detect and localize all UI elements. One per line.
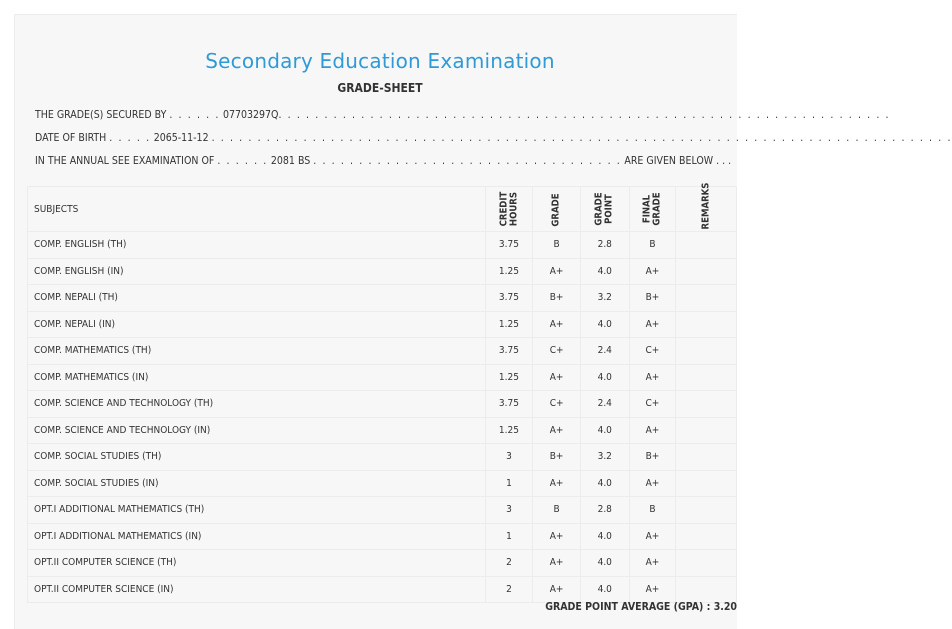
credit-hours-cell: 1.25 <box>485 417 533 444</box>
subject-cell: OPT.II COMPUTER SCIENCE (IN) <box>28 576 486 603</box>
grade-point-cell: 4.0 <box>580 311 629 338</box>
exam-suffix: ARE GIVEN BELOW . . . <box>624 155 732 167</box>
grade-point-cell: 2.4 <box>580 391 629 418</box>
exam-label: IN THE ANNUAL SEE EXAMINATION OF <box>35 155 215 167</box>
exam-trail-dots: . . . . . . . . . . . . . . . . . . . . . . . . . . . . . . . . . . <box>313 155 622 167</box>
credit-hours-header: CREDIT HOURS <box>485 187 533 232</box>
grade-point-cell: 2.4 <box>580 338 629 365</box>
final-grade-header: FINAL GRADE <box>629 187 676 232</box>
remarks-cell <box>676 338 737 365</box>
subject-cell: COMP. SCIENCE AND TECHNOLOGY (TH) <box>28 391 486 418</box>
credit-hours-cell: 3 <box>485 497 533 524</box>
grades-table <box>27 182 737 603</box>
remarks-cell <box>676 232 737 259</box>
grade-point-cell: 3.2 <box>580 444 629 471</box>
grade-cell: A+ <box>533 311 581 338</box>
credit-hours-cell: 1.25 <box>485 258 533 285</box>
credit-hours-cell: 1 <box>485 470 533 497</box>
credit-hours-cell: 2 <box>485 550 533 577</box>
secured-by-line <box>35 109 890 121</box>
final-grade-cell: A+ <box>629 523 676 550</box>
table-row <box>28 311 737 338</box>
grade-cell: A+ <box>533 470 581 497</box>
exam-year: 2081 BS <box>270 155 311 167</box>
gpa-value: 3.20 <box>713 601 737 613</box>
gpa-label: GRADE POINT AVERAGE (GPA) : <box>545 601 711 613</box>
subject-cell: OPT.I ADDITIONAL MATHEMATICS (IN) <box>28 523 486 550</box>
subject-cell: OPT.I ADDITIONAL MATHEMATICS (TH) <box>28 497 486 524</box>
grade-sheet <box>14 14 952 629</box>
exam-title: Secondary Education Examination <box>205 49 555 73</box>
dob-line <box>35 132 952 144</box>
table-row <box>28 444 737 471</box>
gpa-summary <box>545 601 737 613</box>
table-row <box>28 232 737 259</box>
grade-point-cell: 4.0 <box>580 364 629 391</box>
grade-cell: A+ <box>533 364 581 391</box>
credit-hours-cell: 3.75 <box>485 232 533 259</box>
remarks-cell <box>676 285 737 312</box>
grade-point-cell: 4.0 <box>580 576 629 603</box>
final-grade-cell: B+ <box>629 444 676 471</box>
dob-trail-dots: . . . . . . . . . . . . . . . . . . . . . . . . . . . . . . . . . . . . . . . . . . . . . . . . . . . . . . . . . . . . . . . . . . . . . . . . . . . . . . . . . <box>211 132 952 144</box>
grade-cell: A+ <box>533 576 581 603</box>
subject-cell: COMP. MATHEMATICS (TH) <box>28 338 486 365</box>
final-grade-cell: A+ <box>629 576 676 603</box>
grade-point-cell: 4.0 <box>580 550 629 577</box>
credit-hours-cell: 3.75 <box>485 285 533 312</box>
table-row <box>28 285 737 312</box>
credit-hours-cell: 1.25 <box>485 311 533 338</box>
table-row <box>28 391 737 418</box>
remarks-cell <box>676 417 737 444</box>
subject-cell: COMP. SOCIAL STUDIES (IN) <box>28 470 486 497</box>
grade-cell: A+ <box>533 258 581 285</box>
final-grade-cell: A+ <box>629 364 676 391</box>
dob-label: DATE OF BIRTH <box>35 132 107 144</box>
grade-cell: B+ <box>533 285 581 312</box>
final-grade-cell: A+ <box>629 311 676 338</box>
remarks-cell <box>676 258 737 285</box>
grade-point-cell: 2.8 <box>580 232 629 259</box>
remarks-cell <box>676 576 737 603</box>
grade-point-cell: 4.0 <box>580 523 629 550</box>
credit-hours-cell: 1 <box>485 523 533 550</box>
remarks-cell <box>676 311 737 338</box>
grade-cell: A+ <box>533 523 581 550</box>
grade-header: GRADE <box>533 187 581 232</box>
final-grade-cell: B+ <box>629 285 676 312</box>
final-grade-cell: C+ <box>629 338 676 365</box>
grade-cell: A+ <box>533 550 581 577</box>
exam-line <box>35 155 731 167</box>
subject-cell: COMP. NEPALI (IN) <box>28 311 486 338</box>
table-row <box>28 258 737 285</box>
table-row <box>28 338 737 365</box>
remarks-cell <box>676 523 737 550</box>
grade-cell: C+ <box>533 338 581 365</box>
final-grade-cell: A+ <box>629 258 676 285</box>
table-row <box>28 497 737 524</box>
table-row <box>28 470 737 497</box>
remarks-cell <box>676 444 737 471</box>
grade-cell: B+ <box>533 444 581 471</box>
exam-lead-dots: . . . . . . <box>217 155 268 167</box>
final-grade-cell: A+ <box>629 470 676 497</box>
final-grade-cell: B <box>629 232 676 259</box>
table-row <box>28 550 737 577</box>
grade-point-header: GRADE POINT <box>580 187 629 232</box>
grade-point-cell: 4.0 <box>580 258 629 285</box>
grade-point-cell: 3.2 <box>580 285 629 312</box>
grade-point-cell: 4.0 <box>580 417 629 444</box>
credit-hours-cell: 1.25 <box>485 364 533 391</box>
secured-by-label: THE GRADE(S) SECURED BY <box>35 109 167 121</box>
remarks-cell <box>676 364 737 391</box>
final-grade-cell: B <box>629 497 676 524</box>
table-row <box>28 576 737 603</box>
subject-cell: COMP. SCIENCE AND TECHNOLOGY (IN) <box>28 417 486 444</box>
credit-hours-cell: 3.75 <box>485 391 533 418</box>
grade-cell: A+ <box>533 417 581 444</box>
grade-cell: B <box>533 497 581 524</box>
subject-cell: COMP. ENGLISH (IN) <box>28 258 486 285</box>
table-row <box>28 417 737 444</box>
subject-cell: COMP. ENGLISH (TH) <box>28 232 486 259</box>
subject-cell: COMP. MATHEMATICS (IN) <box>28 364 486 391</box>
table-row <box>28 364 737 391</box>
grade-cell: C+ <box>533 391 581 418</box>
credit-hours-cell: 3 <box>485 444 533 471</box>
grade-point-cell: 2.8 <box>580 497 629 524</box>
sheet-subtitle: GRADE-SHEET <box>337 81 423 95</box>
remarks-cell <box>676 470 737 497</box>
final-grade-cell: A+ <box>629 417 676 444</box>
remarks-cell <box>676 550 737 577</box>
remarks-cell <box>676 497 737 524</box>
date-of-birth: 2065-11-12 <box>153 132 209 144</box>
symbol-number: 07703297Q <box>222 109 279 121</box>
final-grade-cell: C+ <box>629 391 676 418</box>
subject-cell: OPT.II COMPUTER SCIENCE (TH) <box>28 550 486 577</box>
dob-lead-dots: . . . . . <box>109 132 151 144</box>
remarks-cell <box>676 391 737 418</box>
grades-header-row <box>28 187 737 232</box>
table-row <box>28 523 737 550</box>
grade-point-cell: 4.0 <box>580 470 629 497</box>
grade-cell: B <box>533 232 581 259</box>
subject-cell: COMP. NEPALI (TH) <box>28 285 486 312</box>
remarks-header: REMARKS <box>676 187 737 232</box>
secured-by-trail-dots: . . . . . . . . . . . . . . . . . . . . . . . . . . . . . . . . . . . . . . . . . . . . . . . . . . . . . . . . . . . . . . . . . . . <box>278 109 891 121</box>
final-grade-cell: A+ <box>629 550 676 577</box>
subjects-header: SUBJECTS <box>28 187 486 232</box>
secured-by-lead-dots: . . . . . . <box>169 109 220 121</box>
subject-cell: COMP. SOCIAL STUDIES (TH) <box>28 444 486 471</box>
credit-hours-cell: 3.75 <box>485 338 533 365</box>
credit-hours-cell: 2 <box>485 576 533 603</box>
